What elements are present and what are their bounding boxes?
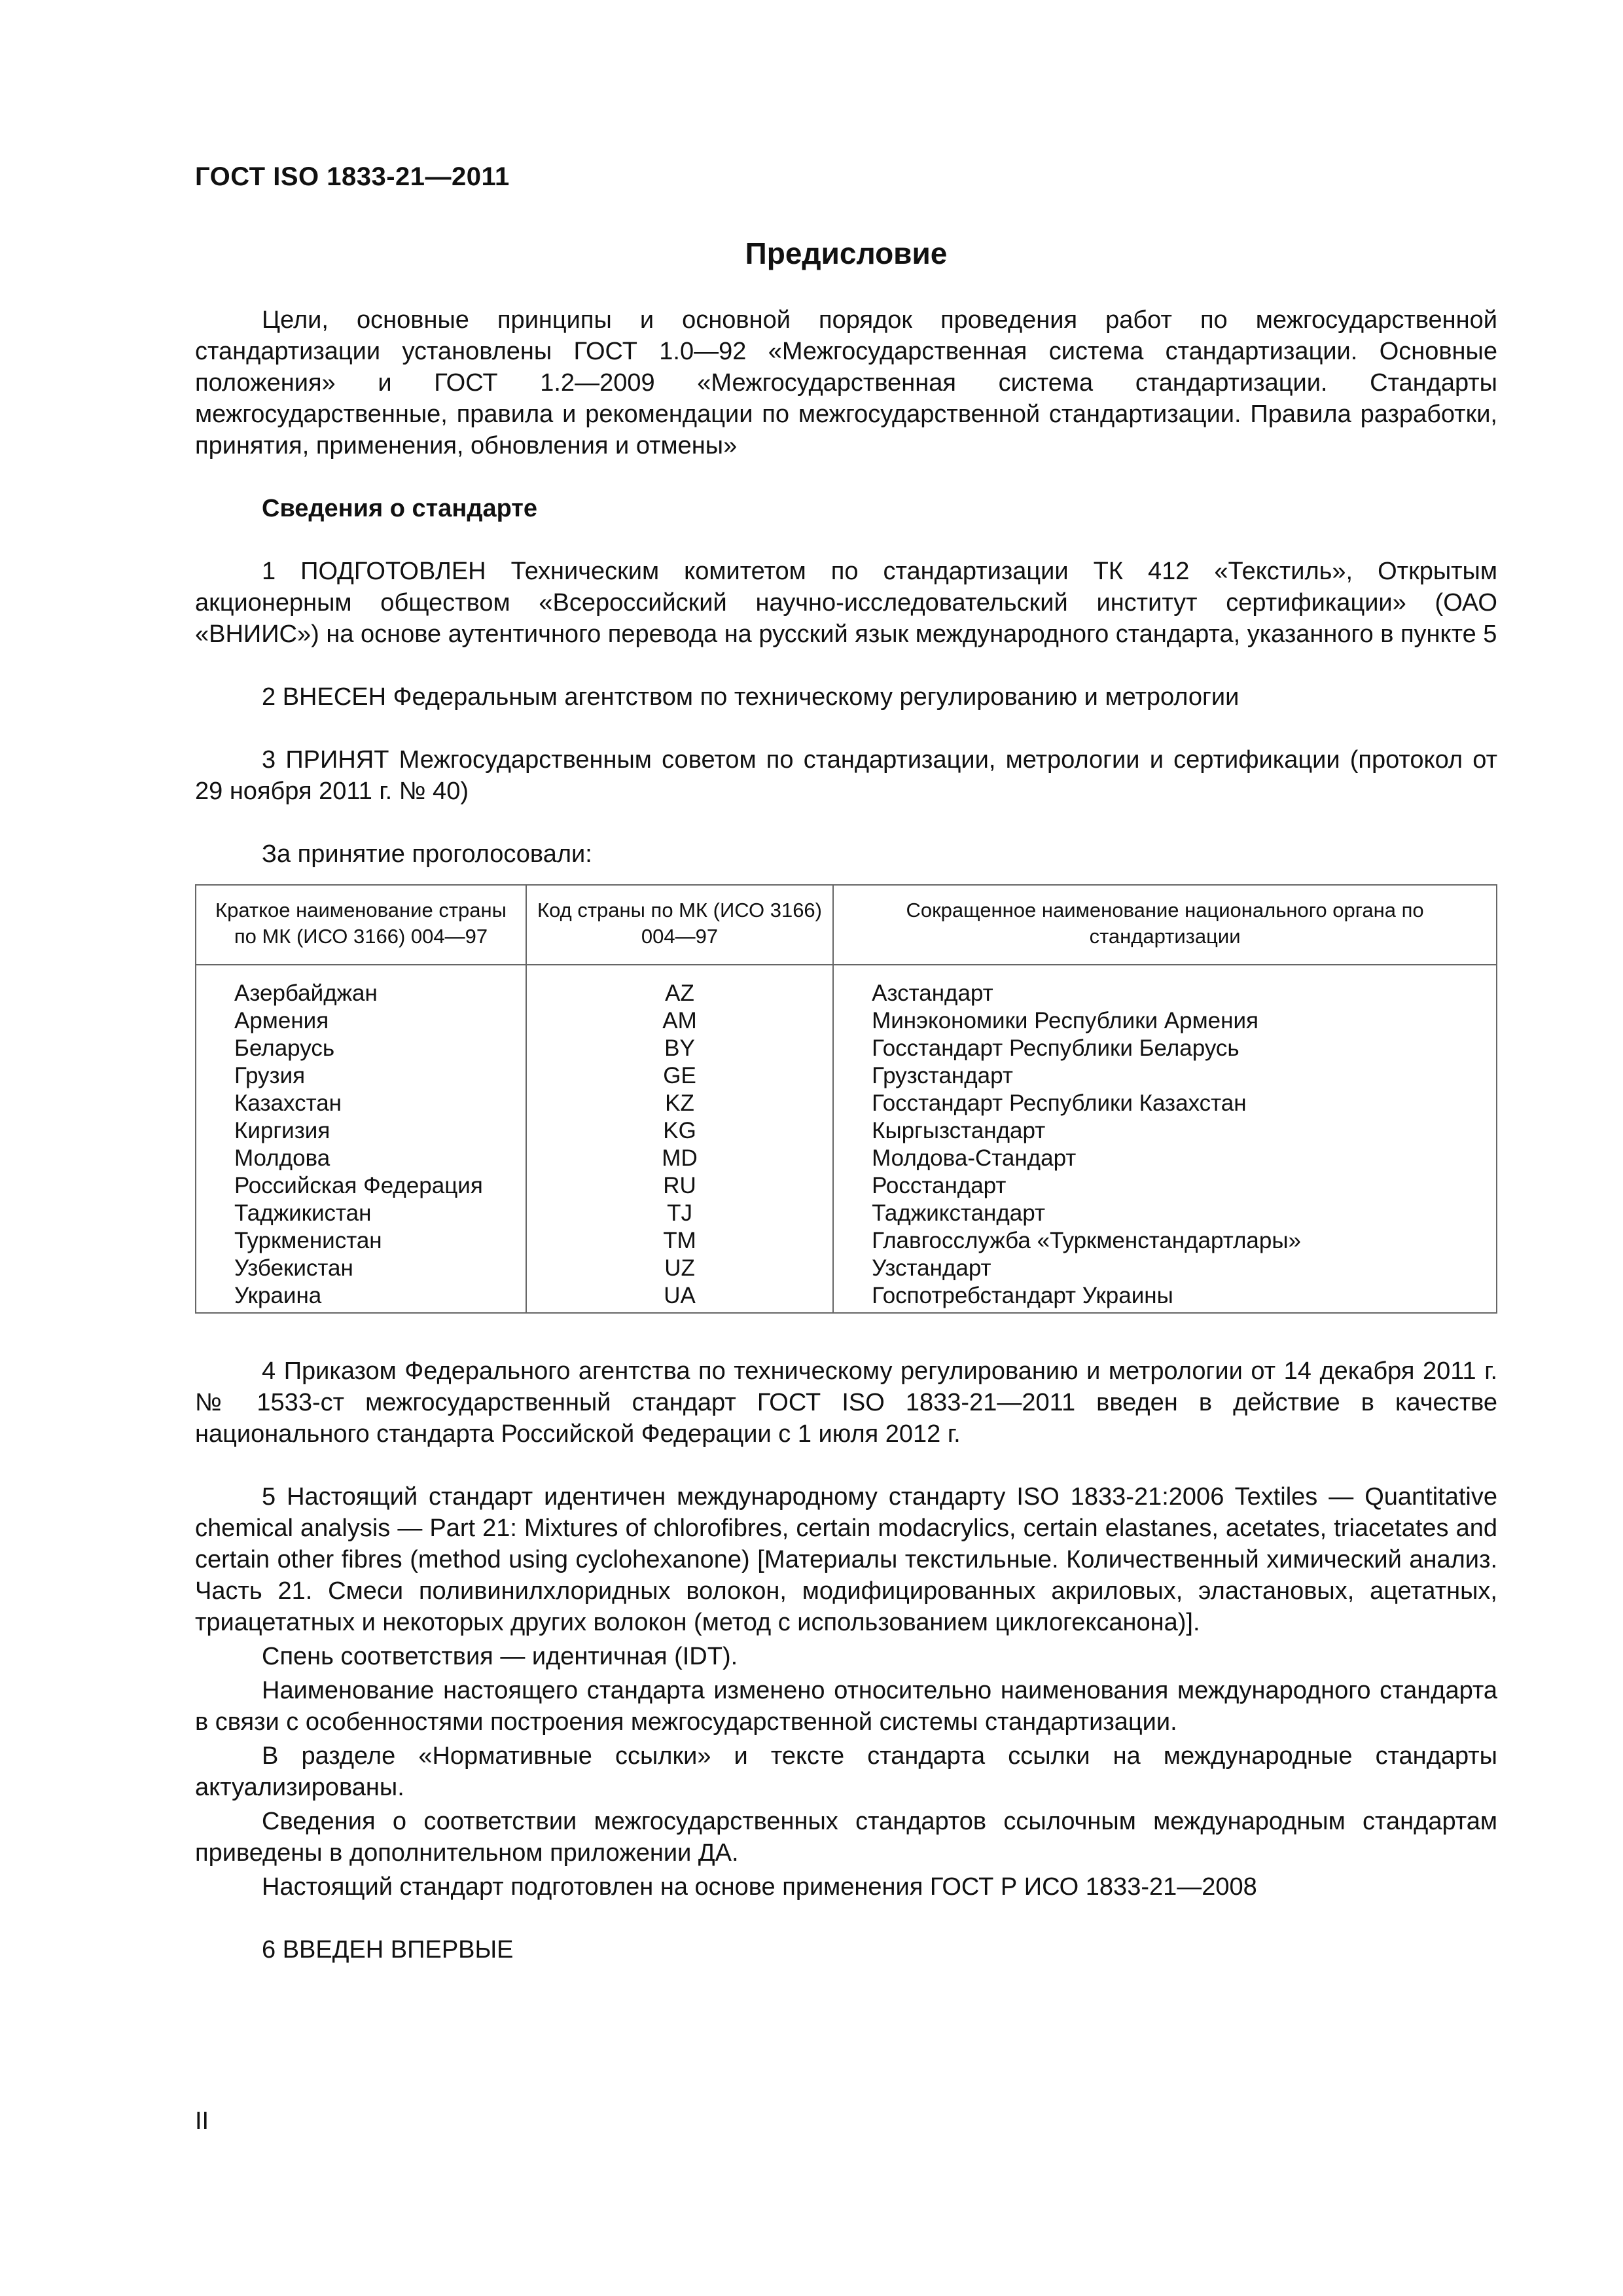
country-code: MD <box>526 1145 833 1172</box>
table-row <box>196 1282 1497 1313</box>
national-body: Госстандарт Республики Казахстан <box>833 1090 1497 1117</box>
country-code: UA <box>526 1282 833 1313</box>
section-heading: Сведения о стандарте <box>262 495 538 522</box>
country-code: AM <box>526 1007 833 1035</box>
national-body: Таджикстандарт <box>833 1200 1497 1227</box>
table-row <box>196 1145 1497 1172</box>
country-code: RU <box>526 1172 833 1200</box>
country-code: KG <box>526 1117 833 1145</box>
table-row <box>196 1255 1497 1282</box>
country-name: Беларусь <box>196 1035 526 1062</box>
table-row <box>196 965 1497 1007</box>
table-header-row <box>196 885 1497 965</box>
document-code-header: ГОСТ ISO 1833-21—2011 <box>195 162 510 191</box>
preface-content <box>195 304 1497 1965</box>
national-body: Азстандарт <box>833 965 1497 1007</box>
item-2-paragraph: 2 ВНЕСЕН Федеральным агентством по техническому регулированию и метрологии <box>262 683 1240 711</box>
country-name: Туркменистан <box>196 1227 526 1255</box>
country-name: Казахстан <box>196 1090 526 1117</box>
table-row <box>196 1200 1497 1227</box>
country-code: BY <box>526 1035 833 1062</box>
country-name: Российская Федерация <box>196 1172 526 1200</box>
item-1-paragraph: 1 ПОДГОТОВЛЕН Техническим комитетом по стандартизации ТК 412 «Текстиль», Открытым акционерным обществом «Всероссийский научно-исследовательский институт сертификации» (ОАО «ВНИИС») на основе аутентичного перевода на русский язык международного стандарта, указанного в пункте 5 <box>195 558 1497 648</box>
national-body: Госстандарт Республики Беларусь <box>833 1035 1497 1062</box>
item-5-references: В разделе «Нормативные ссылки» и тексте стандарта ссылки на международные стандарты актуализированы. <box>195 1742 1497 1801</box>
intro-paragraph: Цели, основные принципы и основной порядок проведения работ по межгосударственной стандартизации установлены ГОСТ 1.0—92 «Межгосударственная система стандартизации. Основные положения» и ГОСТ 1.2—2009 «Межгосударственная система стандартизации. Стандарты межгосударственные, правила и рекомендации по межгосударственной стандартизации. Правила разработки, принятия, применения, обновления и отмены» <box>195 306 1497 459</box>
item-6-paragraph: 6 ВВЕДЕН ВПЕРВЫЕ <box>262 1936 514 1964</box>
table-row <box>196 1035 1497 1062</box>
country-name: Узбекистан <box>196 1255 526 1282</box>
voting-table <box>195 884 1497 1314</box>
item-5-paragraph: 5 Настоящий стандарт идентичен международному стандарту ISO 1833-21:2006 Textiles — Quantitative chemical analysis — Part 21: Mixtures of chlorofibres, certain modacrylics, certain elastanes, acetates, triacetates and certain other fibres (method using cyclohexanone) [Материалы текстильные. Количественный химический анализ. Часть 21. Смеси поливинилхлоридных волокон, модифицированных акриловых, эластановых, ацетатных, триацетатных и некоторых других волокон (метод с использованием циклогексанона)]. <box>195 1483 1497 1636</box>
national-body: Госпотребстандарт Украины <box>833 1282 1497 1313</box>
national-body: Узстандарт <box>833 1255 1497 1282</box>
country-name: Украина <box>196 1282 526 1313</box>
country-code: AZ <box>526 965 833 1007</box>
header-country-name: Краткое наименование страны по МК (ИСО 3166) 004—97 <box>196 885 526 965</box>
item-3-paragraph: 3 ПРИНЯТ Межгосударственным советом по стандартизации, метрологии и сертификации (протокол от 29 ноября 2011 г. № 40) <box>195 746 1497 805</box>
national-body: Кыргызстандарт <box>833 1117 1497 1145</box>
page-number: II <box>195 2108 209 2135</box>
country-name: Молдова <box>196 1145 526 1172</box>
country-code: GE <box>526 1062 833 1090</box>
country-name: Армения <box>196 1007 526 1035</box>
national-body: Молдова-Стандарт <box>833 1145 1497 1172</box>
country-code: TM <box>526 1227 833 1255</box>
national-body: Грузстандарт <box>833 1062 1497 1090</box>
header-national-body: Сокращенное наименование национального органа по стандартизации <box>833 885 1497 965</box>
voted-label: За принятие проголосовали: <box>262 840 592 868</box>
country-code: KZ <box>526 1090 833 1117</box>
country-code: TJ <box>526 1200 833 1227</box>
country-name: Грузия <box>196 1062 526 1090</box>
national-body: Росстандарт <box>833 1172 1497 1200</box>
item-5-info: Сведения о соответствии межгосударственных стандартов ссылочным международным стандартам приведены в дополнительном приложении ДА. <box>195 1808 1497 1867</box>
table-row <box>196 1117 1497 1145</box>
item-5-degree: Спень соответствия — идентичная (IDT). <box>262 1643 738 1670</box>
table-row <box>196 1007 1497 1035</box>
table-row <box>196 1227 1497 1255</box>
country-name: Киргизия <box>196 1117 526 1145</box>
national-body: Минэкономики Республики Армения <box>833 1007 1497 1035</box>
table-row <box>196 1172 1497 1200</box>
item-5-name-change: Наименование настоящего стандарта изменено относительно наименования международного стандарта в связи с особенностями построения межгосударственной системы стандартизации. <box>195 1677 1497 1736</box>
item-4-paragraph: 4 Приказом Федерального агентства по техническому регулированию и метрологии от 14 декабря 2011 г. № 1533-ст межгосударственный стандарт ГОСТ ISO 1833-21—2011 введен в действие в качестве национального стандарта Российской Федерации с 1 июля 2012 г. <box>195 1357 1497 1448</box>
table-row <box>196 1090 1497 1117</box>
country-code: UZ <box>526 1255 833 1282</box>
country-name: Таджикистан <box>196 1200 526 1227</box>
item-5-basis: Настоящий стандарт подготовлен на основе применения ГОСТ Р ИСО 1833-21—2008 <box>262 1873 1257 1901</box>
table-row <box>196 1062 1497 1090</box>
header-country-code: Код страны по МК (ИСО 3166) 004—97 <box>526 885 833 965</box>
national-body: Главгосслужба «Туркменстандартлары» <box>833 1227 1497 1255</box>
country-name: Азербайджан <box>196 965 526 1007</box>
page-title: Предисловие <box>745 236 948 270</box>
